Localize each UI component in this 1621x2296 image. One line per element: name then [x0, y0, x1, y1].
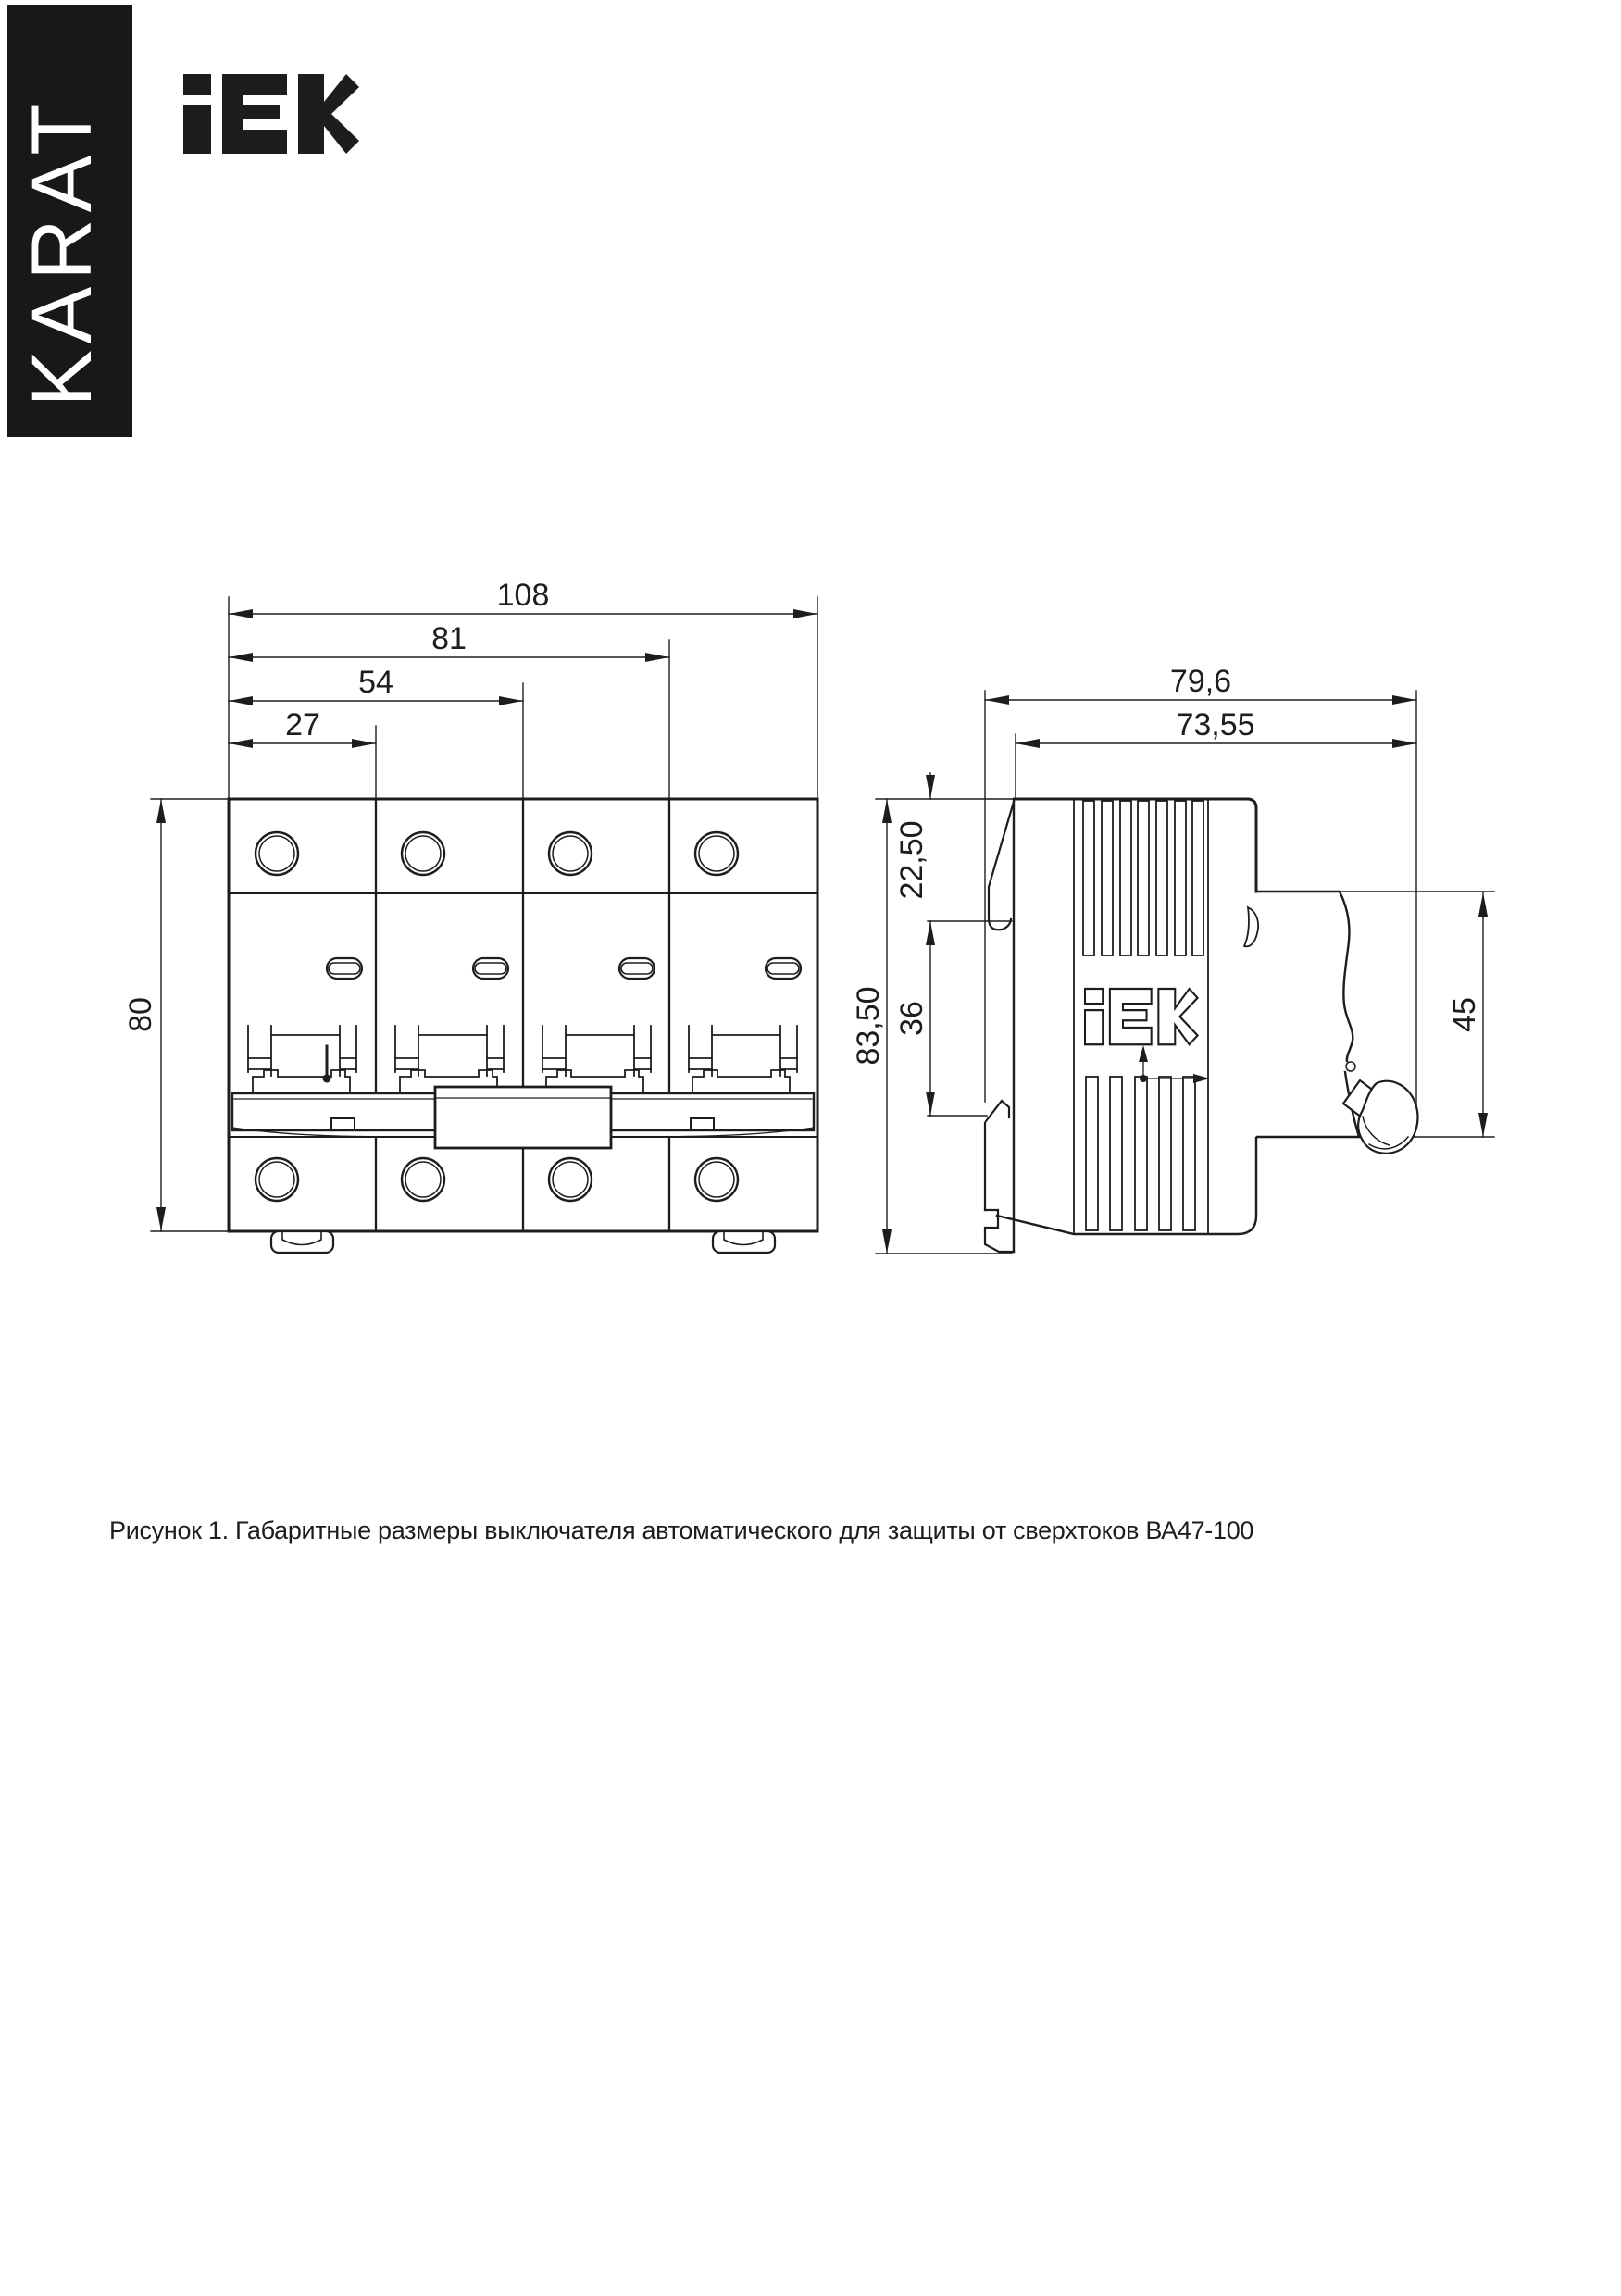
side-extension-lines: [876, 691, 1494, 1254]
dim-width-3pole: 81: [431, 621, 467, 656]
breaker-side-body: [985, 799, 1417, 1252]
karat-sidebar: [7, 5, 132, 437]
dim-front-height: 80: [123, 997, 158, 1032]
front-view: [123, 578, 817, 1253]
dim-width-1pole: 27: [285, 707, 320, 742]
grip-recess: [1244, 907, 1258, 946]
side-view: [851, 664, 1494, 1254]
din-latch-bottom: [985, 1101, 1014, 1252]
dim-side-height: 83,50: [851, 986, 886, 1066]
handle-pivot: [1346, 1062, 1355, 1071]
dim-depth-body: 73,55: [1176, 707, 1255, 742]
iek-logo-embossed: [1085, 989, 1198, 1044]
dim-width-2pole: 54: [358, 665, 393, 700]
datum-marker: [1139, 1045, 1210, 1083]
breaker-front-body: [229, 799, 817, 1253]
dim-depth-total: 79,6: [1169, 664, 1232, 699]
side-dimension-lines: [887, 700, 1483, 1254]
side-dimension-arrows: [882, 695, 1488, 1254]
dim-top-to-rail: 22,50: [894, 820, 929, 900]
tie-bar-center-block: [435, 1087, 611, 1148]
dim-front-face-height: 45: [1447, 997, 1482, 1032]
dim-rail-recess: 36: [894, 1001, 929, 1036]
figure-caption: Рисунок 1. Габаритные размеры выключателя автоматического для защиты от сверхтоков ВА47-100: [109, 1516, 1254, 1544]
iek-logo: [183, 74, 359, 154]
dim-width-total: 108: [496, 578, 550, 613]
karat-brand-label: KARAT: [15, 96, 109, 407]
din-claw-top: [989, 802, 1014, 930]
din-rail-clips: [271, 1231, 775, 1253]
